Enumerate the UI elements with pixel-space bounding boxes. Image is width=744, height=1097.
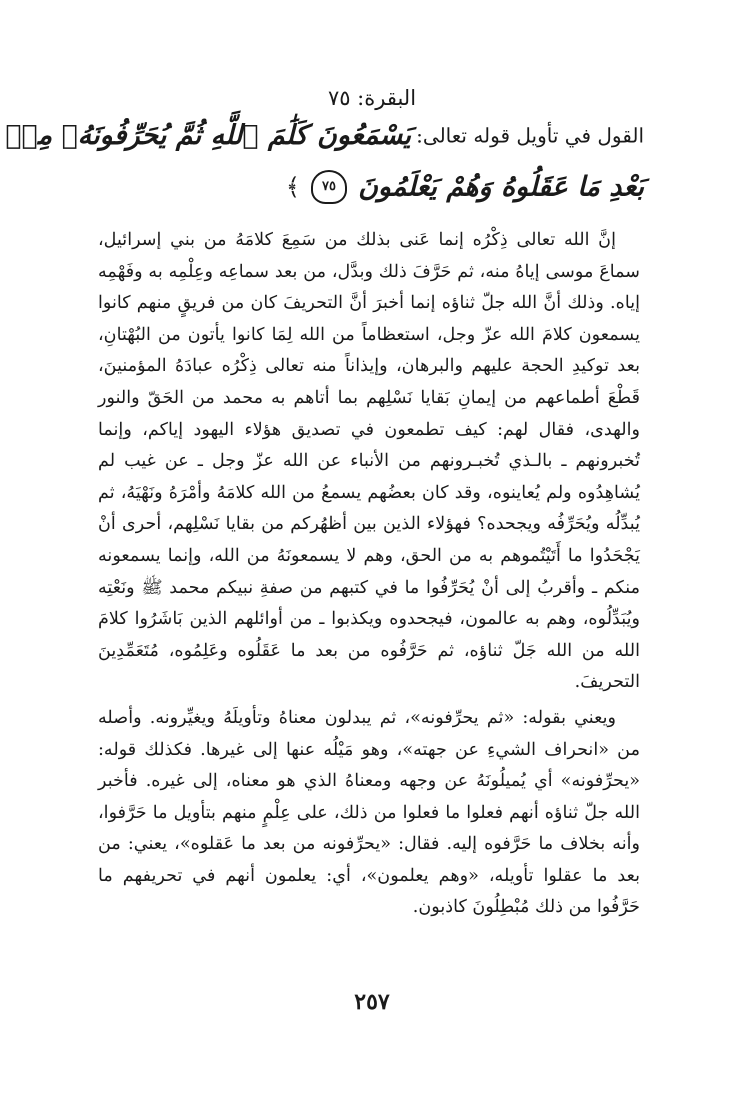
section-heading: [5, 120, 644, 214]
heading-line-2: [92, 170, 644, 214]
quran-verse-part-1: يَسْمَعُونَ كَلَٰمَ ٱللَّهِ ثُمَّ يُحَرِّفُونَهُۥ مِنۢ: [5, 120, 412, 151]
closing-bracket: ﴾: [285, 173, 300, 201]
quran-verse-part-2: بَعْدِ مَا عَقَلُوهُ وَهُمْ يَعْلَمُونَ: [358, 171, 644, 203]
heading-line-1: [5, 120, 644, 164]
page-number: ٢٥٧: [354, 989, 390, 1015]
running-head: البقرة: ٧٥: [327, 86, 417, 110]
commentary-body: [98, 225, 640, 924]
paragraph: إنَّ الله تعالى ذِكْرُه إنما عَنى بذلك من سَمِعَ كلامَهُ من بني إسرائيل، سماعَ موسى إياهُ منه، ثم حَرَّفَ ذلك وبدَّل، من بعد سماعِه وعِلْمِه به وفَهْمِه إياه. وذلك أنَّ الله جلّ ثناؤه إنما أخبرَ أنَّ التحريفَ كان من فريقٍ منهم كانوا يسمعون كلامَ الله عزّ وجل، استعظاماً من الله لِمَا كانوا يأتون من البُهْتانِ، بعد توكيدِ الحجة عليهم والبرهان، وإيذاناً منه تعالى ذِكْرُه عبادَهُ المؤمنينَ، قَطْعَ أطماعهم من إيمانِ بَقايا نَسْلِهم بما أتاهم به محمد من الحَقّ والنور والهدى، فقال لهم: كيف تطمعون في تصديق هؤلاء اليهود إياكم، وإنما تُخبرونهم ـ بالـذي تُخبـرونهم من الأنباء عن الله عزّ وجل ـ عن غيب لم يُشاهِدُوه ولم يُعاينوه، وقد كان بعضُهم يسمعُ من الله كلامَهُ وأمْرَهُ ونَهْيَهُ، ثم يُبدِّلُه ويُحَرِّفُه ويجحده؟ فهؤلاء الذين بين أظهُركم من بقايا نَسْلِهم، أحرى أنْ يَجْحَدُوا ما أَتَيْتُموهم به من الحق، وهم لا يسمعونَهُ من الله، وإنما يسمعونه منكم ـ وأقربُ إلى أنْ يُحَرِّفُوا ما في كتبهم من صفةِ نبيكم محمد ﷺ ونَعْتِه ويُبَدِّلُوه، وهم به عالمون، فيجحدوه ويكذبوا ـ من أوائلهم الذين بَاشَرُوا كلامَ الله من الله جَلّ ثناؤه، ثم حَرَّفُوه من بعد ما عَقَلُوه وعَلِمُوه، مُتَعَمِّدِينَ التحريفَ.: [98, 230, 640, 693]
ayah-number-marker: ٧٥: [311, 170, 347, 204]
heading-intro: القول في تأويل قوله تعالى:: [416, 123, 644, 148]
paragraph: ويعني بقوله: «ثم يحرِّفونه»، ثم يبدلون معناهُ وتأويلَهُ ويغيِّرونه. وأصله من «انحراف الشيءِ عن جهته»، وهو مَيْلُه عنها إلى غيرها. فكذلك قوله: «يحرِّفونه» أي يُميلُونَهُ عن وجهه ومعناهُ الذي هو معناه، إلى غيره. فأخبر الله جلّ ثناؤه أنهم فعلوا ما فعلوا من ذلك، على عِلْمٍ منهم بتأويل ما حَرَّفوا، وأنه بخلاف ما حَرَّفوه إليه. فقال: «يحرِّفونه من بعد ما عَقلوه»، يعني: من بعد ما عقلوا تأويله، «وهم يعلمون»، أي: يعلمون أنهم في تحريفهم ما حَرَّفُوا من ذلك مُبْطِلُونَ كاذبون.: [98, 707, 640, 918]
